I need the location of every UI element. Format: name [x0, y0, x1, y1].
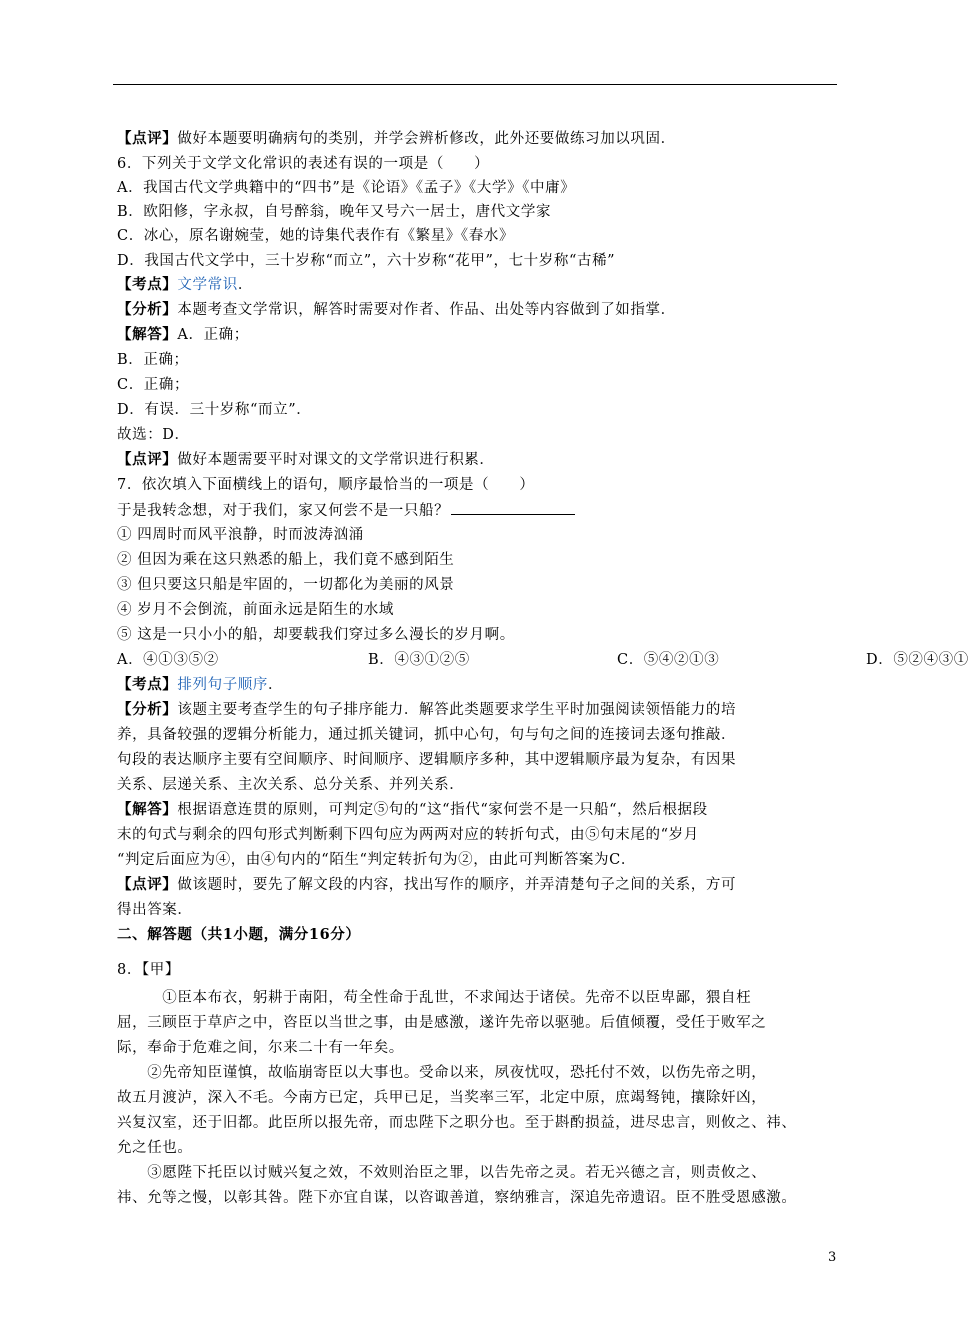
- option-b: B．④③①②⑤: [368, 652, 470, 668]
- text-line: 【点评】做好本题要明确病句的类别，并学会辨析修改，此外还要做练习加以巩固．: [117, 130, 676, 147]
- fenxi-line: 【分析】本题考查文学常识，解答时需要对作者、作品、出处等内容做到了如指掌．: [117, 301, 676, 318]
- option-d: D．⑤②④③①: [866, 652, 969, 668]
- header-rule: [113, 84, 837, 85]
- text-line: 于是我转念想，对于我们，家又何尝不是一只船？: [117, 500, 575, 521]
- sentence-4: ④ 岁月不会倒流，前面永远是陌生的水域: [117, 602, 395, 618]
- text-line: 关系、层递关系、主次关系、总分关系、并列关系．: [117, 777, 465, 793]
- passage-line: 故五月渡泸，深入不毛。今南方已定，兵甲已足，当奖率三军，北定中原，庶竭驽钝，攘除奸凶，: [117, 1090, 767, 1106]
- kaodian-line: 【考点】文学常识．: [117, 276, 253, 293]
- sentence-1: ① 四周时而风平浪静，时而波涛汹涌: [117, 527, 364, 543]
- page-number: 3: [828, 1250, 837, 1265]
- question-8: 8．【甲】: [117, 962, 180, 978]
- jieda-line: 【解答】根据语意连贯的原则，可判定⑤句的“这“指代“家何尝不是一只船“，然后根据段: [117, 801, 708, 818]
- sentence-5: ⑤ 这是一只小小的船，却要载我们穿过多么漫长的岁月啊。: [117, 627, 515, 643]
- passage-line: 际，奉命于危难之间，尔来二十有一年矣。: [117, 1040, 404, 1056]
- passage-line: 允之任也。: [117, 1140, 193, 1156]
- fill-blank: [451, 500, 575, 515]
- passage-line: ②先帝知臣谨慎，故临崩寄臣以大事也。受命以来，夙夜忧叹，恐托付不效，以伤先帝之明，: [117, 1065, 767, 1081]
- passage-line: 屈，三顾臣于草庐之中，咨臣以当世之事，由是感激，遂许先帝以驱驰。后值倾覆，受任于败军之: [117, 1015, 767, 1031]
- option-c: C．冰心，原名谢婉莹，她的诗集代表作有《繁星》《春水》: [117, 228, 515, 244]
- section-heading: 二、解答题（共1小题，满分16分）: [117, 926, 361, 943]
- kaodian-line: 【考点】排列句子顺序．: [117, 676, 284, 693]
- option-a: A．我国古代文学典籍中的“四书”是《论语》《孟子》《大学》《中庸》: [117, 180, 576, 196]
- text-line: C．正确；: [117, 377, 190, 393]
- jieda-line: 【解答】A．正确；: [117, 326, 249, 343]
- option-a: A．④①③⑤②: [117, 652, 219, 668]
- kaodian-link[interactable]: 排列句子顺序: [177, 677, 269, 693]
- option-c: C．⑤④②①③: [617, 652, 720, 668]
- dianping-line: 【点评】做该题时，要先了解文段的内容，找出写作的顺序，并弄清楚句子之间的关系，方可: [117, 876, 737, 893]
- options-row: [0, 650, 969, 672]
- dianping-line: 【点评】做好本题需要平时对课文的文学常识进行积累．: [117, 451, 495, 468]
- text-line: 养，具备较强的逻辑分析能力，通过抓关键词，抓中心句，句与句之间的连接词去逐句推敲．: [117, 727, 737, 743]
- kaodian-link[interactable]: 文学常识: [177, 277, 238, 293]
- sentence-3: ③ 但只要这只船是牢固的，一切都化为美丽的风景: [117, 577, 455, 593]
- passage-line: 兴复汉室，还于旧都。此臣所以报先帝，而忠陛下之职分也。至于斟酌损益，进尽忠言，则攸之、祎、: [117, 1115, 797, 1131]
- text-line: B．正确；: [117, 352, 189, 368]
- passage-line: ①臣本布衣，躬耕于南阳，苟全性命于乱世，不求闻达于诸侯。先帝不以臣卑鄙，猥自枉: [117, 990, 752, 1006]
- question-7: 7．依次填入下面横线上的语句，顺序最恰当的一项是（ ）: [117, 477, 535, 493]
- text-line: “判定后面应为④，由④句内的“陌生“判定转折句为②，由此可判断答案为C．: [117, 852, 636, 868]
- fenxi-line: 【分析】该题主要考查学生的句子排序能力．解答此类题要求学生平时加强阅读领悟能力的培: [117, 701, 737, 718]
- sentence-2: ② 但因为乘在这只熟悉的船上，我们竟不感到陌生: [117, 552, 455, 568]
- text-line: D．有误．三十岁称“而立”．: [117, 402, 312, 418]
- text-line: 得出答案．: [117, 902, 193, 918]
- text-line: 末的句式与剩余的四句形式判断剩下四句应为两两对应的转折句式，由⑤句末尾的“岁月: [117, 827, 699, 843]
- question-6: 6．下列关于文学文化常识的表述有误的一项是（ ）: [117, 156, 490, 172]
- option-b: B．欧阳修，字永叔，自号醉翁，晚年又号六一居士，唐代文学家: [117, 204, 552, 220]
- text-line: 故选：D．: [117, 427, 190, 443]
- passage-line: ③愿陛下托臣以讨贼兴复之效，不效则治臣之罪，以告先帝之灵。若无兴德之言，则责攸之、: [117, 1165, 767, 1181]
- passage-line: 祎、允等之慢，以彰其咎。陛下亦宜自谋，以咨诹善道，察纳雅言，深追先帝遗诏。臣不胜受恩感激。: [117, 1190, 797, 1206]
- option-d: D．我国古代文学中，三十岁称“而立”，六十岁称“花甲”，七十岁称“古稀”: [117, 253, 616, 269]
- text-line: 句段的表达顺序主要有空间顺序、时间顺序、逻辑顺序多种，其中逻辑顺序最为复杂，有因果: [117, 752, 737, 768]
